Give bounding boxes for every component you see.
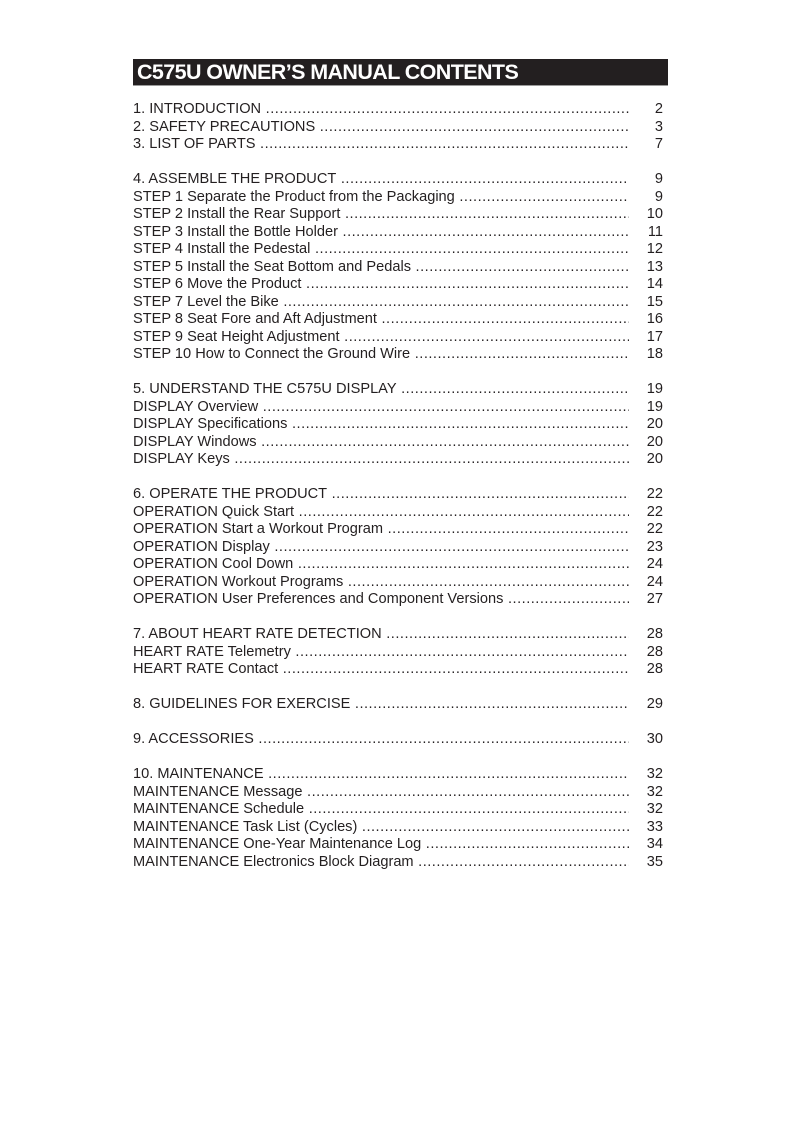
toc-page-number: 20 (646, 433, 663, 450)
toc-entry-label: DISPLAY Specifications ..... (133, 416, 629, 434)
toc-subentry[interactable] (133, 784, 665, 802)
toc-page-number: 28 (646, 643, 663, 660)
toc-entry-label: STEP 8 Seat Fore and Aft Adjustment ..... (133, 311, 629, 329)
toc-entry-label: MAINTENANCE Message ..... (133, 784, 629, 802)
toc-chapter-entry[interactable] (133, 171, 665, 189)
toc-subentry[interactable] (133, 294, 665, 312)
toc-subentry[interactable] (133, 311, 665, 329)
toc-entry-label: OPERATION Quick Start ..... (133, 504, 629, 522)
toc-page-number: 13 (646, 258, 663, 275)
toc-page-number: 2 (654, 101, 663, 117)
toc-page-number: 14 (646, 276, 663, 292)
toc-section-6 (133, 696, 665, 714)
toc-subentry[interactable] (133, 399, 665, 417)
toc-entry-label: STEP 10 How to Connect the Ground Wire ..... (133, 346, 629, 364)
toc-chapter-entry[interactable] (133, 101, 665, 119)
toc-entry-label: MAINTENANCE Task List (Cycles) ..... (133, 819, 629, 837)
toc-page-number: 32 (646, 801, 663, 817)
toc-page-number: 15 (646, 293, 663, 310)
toc-page-number: 9 (654, 188, 663, 205)
toc-page-number: 18 (646, 346, 663, 362)
toc-subentry[interactable] (133, 119, 665, 137)
toc-subentry[interactable] (133, 416, 665, 434)
toc-entry-label: STEP 6 Move the Product ..... (133, 276, 629, 294)
toc-chapter-entry[interactable] (133, 486, 665, 504)
toc-entry-label: STEP 9 Seat Height Adjustment ..... (133, 329, 629, 347)
toc-page-number: 35 (646, 853, 663, 870)
toc-entry-label: STEP 3 Install the Bottle Holder ..... (133, 224, 629, 242)
toc-subentry[interactable] (133, 224, 665, 242)
toc-page-number: 24 (646, 573, 663, 590)
toc-subentry[interactable] (133, 591, 665, 609)
toc-page-number: 22 (646, 486, 663, 502)
toc-chapter-entry[interactable] (133, 731, 665, 749)
toc-page-number: 32 (646, 783, 663, 800)
toc-entry-label: 9. ACCESSORIES ..... (133, 731, 629, 749)
toc-subentry[interactable] (133, 346, 665, 364)
toc-subentry[interactable] (133, 801, 665, 819)
toc-subentry[interactable] (133, 854, 665, 872)
toc-entry-label: 8. GUIDELINES FOR EXERCISE ..... (133, 696, 629, 714)
toc-page-number: 33 (646, 818, 663, 835)
toc-entry-label: OPERATION Display ..... (133, 539, 629, 557)
toc-section-2 (133, 171, 665, 364)
toc-page-number: 20 (646, 451, 663, 467)
toc-subentry[interactable] (133, 539, 665, 557)
toc-page-number: 19 (646, 398, 663, 415)
toc-section-1 (133, 101, 665, 154)
toc-entry-label: STEP 7 Level the Bike ..... (133, 294, 629, 312)
toc-subentry[interactable] (133, 434, 665, 452)
toc-subentry[interactable] (133, 276, 665, 294)
toc-page-number: 16 (646, 311, 663, 327)
toc-entry-label: STEP 4 Install the Pedestal ..... (133, 241, 629, 259)
toc-chapter-entry[interactable] (133, 766, 665, 784)
toc-section-7 (133, 731, 665, 749)
toc-page-number: 24 (646, 556, 663, 572)
toc-subentry[interactable] (133, 504, 665, 522)
toc-page-number: 11 (647, 223, 663, 240)
toc-page-number: 17 (646, 328, 663, 345)
toc-subentry[interactable] (133, 189, 665, 207)
toc-chapter-entry[interactable] (133, 696, 665, 714)
toc-section-4 (133, 486, 665, 609)
toc-subentry[interactable] (133, 521, 665, 539)
toc-page-number: 7 (654, 136, 663, 152)
toc-page-number: 28 (646, 661, 663, 677)
toc-subentry[interactable] (133, 574, 665, 592)
toc-page-number: 22 (646, 503, 663, 520)
toc-entry-label: OPERATION Cool Down ..... (133, 556, 629, 574)
toc-page-number: 32 (646, 766, 663, 782)
toc-entry-label: DISPLAY Overview ..... (133, 399, 629, 417)
toc-page-number: 23 (646, 538, 663, 555)
page-title: C575U OWNER’S MANUAL CONTENTS (137, 60, 519, 84)
toc-entry-label: 10. MAINTENANCE ..... (133, 766, 629, 784)
toc-subentry[interactable] (133, 819, 665, 837)
toc-entry-label: HEART RATE Telemetry ..... (133, 644, 629, 662)
toc-chapter-entry[interactable] (133, 626, 665, 644)
toc-entry-label: OPERATION Start a Workout Program ..... (133, 521, 629, 539)
toc-subentry[interactable] (133, 329, 665, 347)
toc-page-number: 29 (646, 696, 663, 712)
toc-page-number: 27 (646, 591, 663, 607)
toc-page-number: 10 (646, 206, 663, 222)
toc-page-number: 3 (654, 118, 663, 135)
toc-entry-label: MAINTENANCE Schedule ..... (133, 801, 629, 819)
toc-entry-label: OPERATION Workout Programs ..... (133, 574, 629, 592)
toc-page-number: 30 (646, 731, 663, 747)
toc-subentry[interactable] (133, 451, 665, 469)
toc-entry-label: 3. LIST OF PARTS ..... (133, 136, 629, 154)
toc-subentry[interactable] (133, 661, 665, 679)
toc-subentry[interactable] (133, 556, 665, 574)
toc-subentry[interactable] (133, 259, 665, 277)
title-bar (133, 59, 668, 86)
toc-page-number: 9 (654, 171, 663, 187)
toc-page-number: 22 (646, 521, 663, 537)
toc-page-number: 34 (646, 836, 663, 852)
toc-entry-label: STEP 5 Install the Seat Bottom and Pedals ..... (133, 259, 629, 277)
toc-entry-label: DISPLAY Windows ..... (133, 434, 629, 452)
toc-entry-label: MAINTENANCE One-Year Maintenance Log ..... (133, 836, 629, 854)
toc-section-3 (133, 381, 665, 469)
toc-page-number: 19 (646, 381, 663, 397)
toc-chapter-entry[interactable] (133, 381, 665, 399)
toc-entry-label: 6. OPERATE THE PRODUCT ..... (133, 486, 629, 504)
toc-page-number: 20 (646, 416, 663, 432)
toc-page-number: 12 (646, 241, 663, 257)
toc-entry-label: OPERATION User Preferences and Component Versions ..... (133, 591, 629, 609)
table-of-contents (133, 101, 665, 889)
toc-subentry[interactable] (133, 644, 665, 662)
toc-subentry[interactable] (133, 206, 665, 224)
toc-entry-label: MAINTENANCE Electronics Block Diagram ..... (133, 854, 629, 872)
toc-subentry[interactable] (133, 136, 665, 154)
toc-entry-label: STEP 1 Separate the Product from the Packaging ..... (133, 189, 629, 207)
toc-section-8 (133, 766, 665, 871)
toc-entry-label: DISPLAY Keys ..... (133, 451, 629, 469)
toc-entry-label: 2. SAFETY PRECAUTIONS ..... (133, 119, 629, 137)
toc-subentry[interactable] (133, 241, 665, 259)
toc-entry-label: HEART RATE Contact ..... (133, 661, 629, 679)
toc-entry-label: 4. ASSEMBLE THE PRODUCT ..... (133, 171, 629, 189)
toc-entry-label: 1. INTRODUCTION ..... (133, 101, 629, 119)
toc-entry-label: 5. UNDERSTAND THE C575U DISPLAY ..... (133, 381, 629, 399)
toc-page-number: 28 (646, 626, 663, 642)
toc-subentry[interactable] (133, 836, 665, 854)
toc-entry-label: STEP 2 Install the Rear Support ..... (133, 206, 629, 224)
toc-entry-label: 7. ABOUT HEART RATE DETECTION ..... (133, 626, 629, 644)
toc-section-5 (133, 626, 665, 679)
